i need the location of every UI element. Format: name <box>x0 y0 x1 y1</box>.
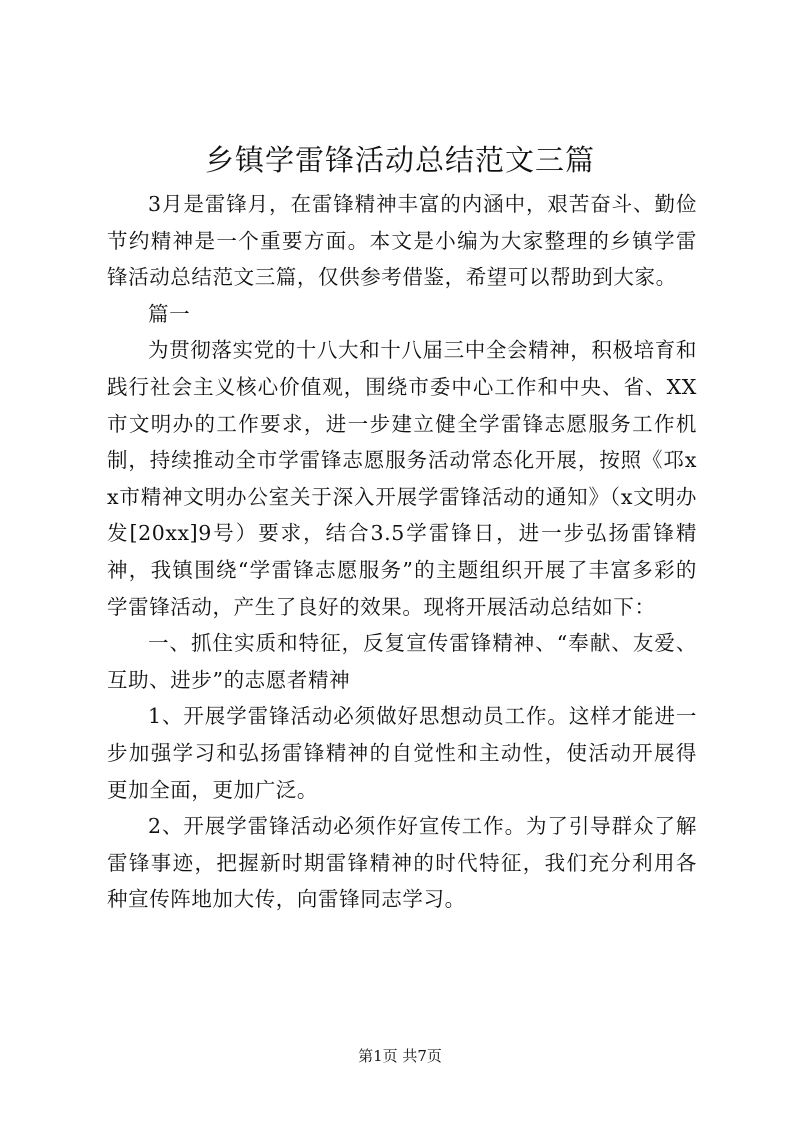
item-paragraph-2: 2、开展学雷锋活动必须作好宣传工作。为了引导群众了解雷锋事迹，把握新时期雷锋精神的时代特征，我们充分利用各种宣传阵地加大传，向雷锋同志学习。 <box>107 814 697 912</box>
page-title: 乡镇学雷锋活动总结范文三篇 <box>204 143 595 177</box>
section-heading-one: 一、抓住实质和特征，反复宣传雷锋精神、“奉献、友爱、互助、进步”的志愿者精神 <box>107 631 697 692</box>
document-body <box>107 186 697 918</box>
item-paragraph-1: 1、开展学雷锋活动必须做好思想动员工作。这样才能进一步加强学习和弘扬雷锋精神的自觉性和主动性，使活动开展得更加全面，更加广泛。 <box>107 704 697 802</box>
intro-paragraph: 3月是雷锋月，在雷锋精神丰富的内涵中，艰苦奋斗、勤俭节约精神是一个重要方面。本文是小编为大家整理的乡镇学雷锋活动总结范文三篇，仅供参考借鉴，希望可以帮助到大家。 <box>107 192 697 290</box>
background-paragraph: 为贯彻落实党的十八大和十八届三中全会精神，积极培育和践行社会主义核心价值观，围绕市委中心工作和中央、省、XX市文明办的工作要求，进一步建立健全学雷锋志愿服务工作机制，持续推动全市学雷锋志愿服务活动常态化开展，按照《邛xx市精神文明办公室关于深入开展学雷锋活动的通知》（x文明办发[20xx]9号）要求，结合3.5学雷锋日，进一步弘扬雷锋精神，我镇围绕“学雷锋志愿服务”的主题组织开展了丰富多彩的学雷锋活动，产生了良好的效果。现将开展活动总结如下： <box>107 338 697 619</box>
section-heading-part-one: 篇一 <box>148 301 191 326</box>
page-number-footer: 第1页 共7页 <box>358 1047 442 1065</box>
